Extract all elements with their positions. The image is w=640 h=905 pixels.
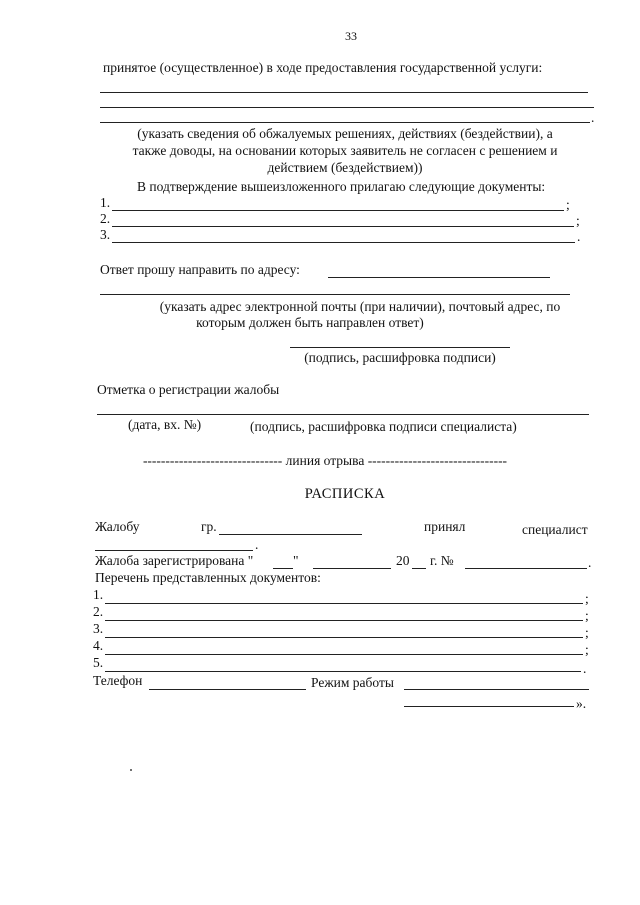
registered-quote-close: " [293, 553, 299, 568]
receipt-word-accepted: принял [424, 519, 466, 534]
document-number-3: 3. [100, 227, 111, 242]
decision-blank-line-2[interactable] [100, 107, 594, 108]
receipt-document-blank-1[interactable] [105, 603, 583, 604]
address-hint-1: (указать адрес электронной почты (при наличии), почтовый адрес, по [159, 299, 561, 314]
phone-label: Телефон [93, 673, 143, 688]
documents-intro: В подтверждение вышеизложенного прилагаю следующие документы: [137, 179, 546, 194]
specialist-name-blank-line[interactable] [95, 550, 253, 551]
decisions-hint-2: также доводы, на основании которых заявитель не согласен с решением и [132, 143, 558, 158]
receipt-document-number-1: 1. [93, 587, 104, 602]
address-blank-line-1[interactable] [328, 277, 550, 278]
applicant-signature-line[interactable] [290, 347, 510, 348]
registration-blank-line[interactable] [97, 414, 589, 415]
registered-number-prefix: г. № [430, 553, 454, 568]
registered-number-blank[interactable] [465, 568, 587, 569]
hours-blank-line[interactable] [404, 689, 589, 690]
receipt-document-number-4: 4. [93, 638, 104, 653]
hours-blank-line-2[interactable] [404, 706, 574, 707]
receipt-document-end-1: ; [585, 591, 589, 606]
citizen-name-blank-line[interactable] [219, 534, 362, 535]
registered-year-blank[interactable] [412, 568, 426, 569]
registration-label: Отметка о регистрации жалобы [97, 382, 280, 397]
receipt-document-blank-5[interactable] [105, 671, 581, 672]
applicant-signature-hint: (подпись, расшифровка подписи) [304, 350, 496, 365]
receipt-document-blank-2[interactable] [105, 620, 583, 621]
address-blank-line-2[interactable] [100, 294, 570, 295]
address-hint-2: которым должен быть направлен ответ) [196, 315, 424, 330]
document-blank-line-2[interactable] [112, 226, 574, 227]
receipt-document-blank-4[interactable] [105, 654, 583, 655]
phone-blank-line[interactable] [149, 689, 306, 690]
receipt-document-end-3: ; [585, 625, 589, 640]
receipt-word-specialist: специалист [522, 522, 588, 537]
complaint-intro-line: принятое (осуществленное) в ходе предоставления государственной услуги: [103, 60, 543, 75]
document-blank-line-3[interactable] [112, 242, 575, 243]
document-number-2: 2. [100, 211, 111, 226]
receipt-document-end-5: . [583, 661, 587, 676]
hours-label: Режим работы [311, 675, 394, 690]
scan-speck [130, 769, 132, 771]
receipt-word-citizen: гр. [201, 519, 217, 534]
receipt-document-number-5: 5. [93, 655, 104, 670]
decision-blank-line-3[interactable] [100, 122, 590, 123]
document-end-1: ; [566, 197, 570, 212]
registered-year-prefix: 20 [396, 553, 410, 568]
receipt-document-number-3: 3. [93, 621, 104, 636]
page-number: 33 [345, 29, 357, 43]
receipt-document-blank-3[interactable] [105, 637, 583, 638]
receipt-closing: ». [576, 696, 587, 711]
decisions-hint-1: (указать сведения об обжалуемых решениях, действиях (бездействии), а [137, 126, 553, 141]
receipt-document-number-2: 2. [93, 604, 104, 619]
cut-line: ------------------------------- линия отрыва ------------------------------- [142, 453, 508, 468]
document-blank-line-1[interactable] [112, 210, 564, 211]
registered-month-blank[interactable] [313, 568, 391, 569]
specialist-name-end-dot: . [255, 537, 259, 552]
registered-day-blank[interactable] [273, 568, 293, 569]
document-end-2: ; [576, 213, 580, 228]
document-end-3: . [577, 229, 581, 244]
registered-label: Жалоба зарегистрирована " [95, 553, 254, 568]
document-number-1: 1. [100, 195, 111, 210]
receipt-word-complaint: Жалобу [95, 519, 140, 534]
receipt-title: РАСПИСКА [304, 486, 386, 502]
registration-date-hint: (дата, вх. №) [128, 417, 202, 432]
receipt-documents-label: Перечень представленных документов: [95, 570, 321, 585]
specialist-signature-hint: (подпись, расшифровка подписи специалиста) [250, 419, 517, 434]
decision-end-dot: . [591, 110, 595, 125]
receipt-document-end-2: ; [585, 608, 589, 623]
receipt-document-end-4: ; [585, 642, 589, 657]
decisions-hint-3: действием (бездействием)) [267, 160, 423, 175]
address-label: Ответ прошу направить по адресу: [100, 262, 300, 277]
decision-blank-line-1[interactable] [100, 92, 588, 93]
registered-end-dot: . [588, 555, 592, 570]
